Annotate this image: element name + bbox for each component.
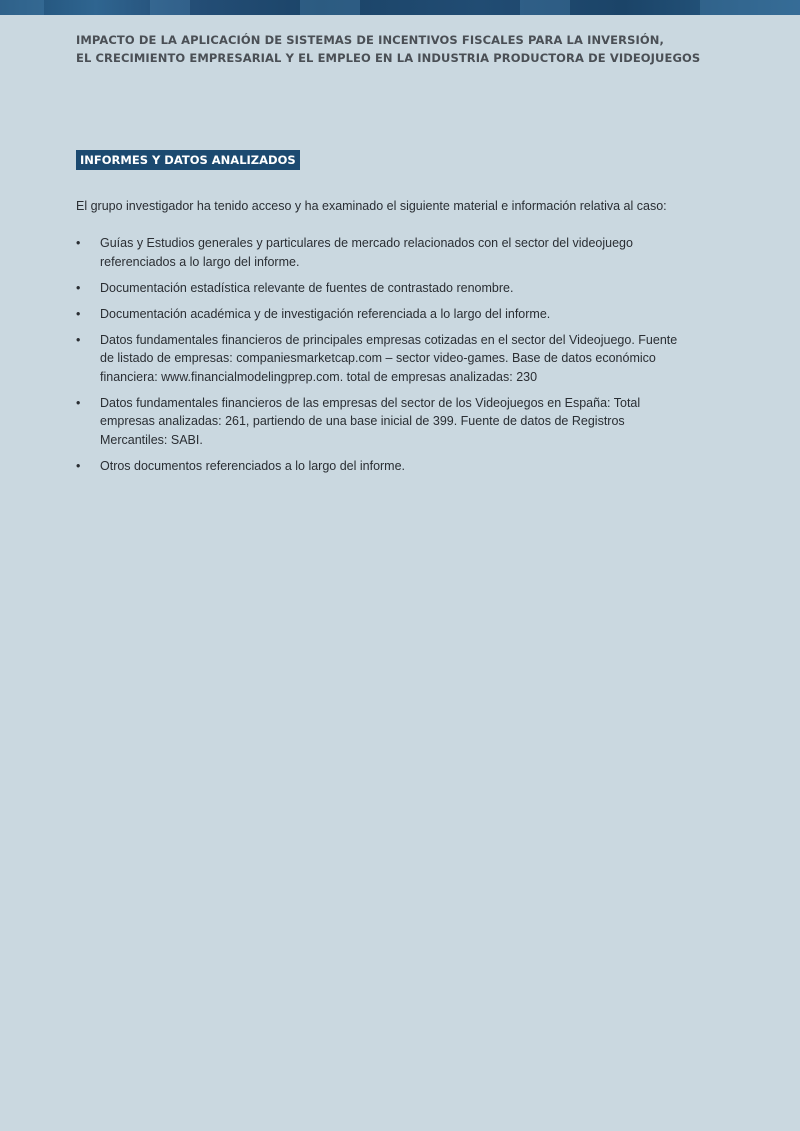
bullet-icon: • — [76, 280, 81, 295]
list-item-text: Datos fundamentales financieros de las empresas del sector de los Videojuegos en España: Total empresas analizadas: 261, partiendo de una base inicial de 399. Fuente de datos de Registros Mercantiles: SABI. — [100, 395, 641, 447]
bullet-icon: • — [76, 236, 81, 250]
bullet-icon: • — [76, 332, 81, 347]
list-item — [76, 331, 691, 387]
list-item — [76, 394, 691, 450]
list-item-text: Otros documentos referenciados a lo largo del informe. — [100, 458, 406, 473]
bullet-icon: • — [76, 306, 81, 321]
document-header-line-1: IMPACTO DE LA APLICACIÓN DE SISTEMAS DE INCENTIVOS FISCALES PARA LA INVERSIÓN, — [76, 33, 664, 47]
band-tile — [700, 0, 800, 15]
intro-paragraph: El grupo investigador ha tenido acceso y ha examinado el siguiente material e información relativa al caso: — [76, 199, 667, 213]
band-tile — [0, 0, 44, 15]
materials-list — [76, 234, 691, 483]
band-tile — [520, 0, 570, 15]
list-item-text: Documentación estadística relevante de fuentes de contrastado renombre. — [100, 280, 514, 295]
list-item — [76, 279, 691, 298]
band-tile — [150, 0, 190, 15]
list-item — [76, 305, 691, 324]
list-item-text: Guías y Estudios generales y particulares de mercado relacionados con el sector del videojuego referenciados a lo largo del informe. — [100, 236, 633, 269]
band-tile — [300, 0, 360, 15]
list-item — [76, 234, 691, 271]
bullet-icon: • — [76, 395, 81, 410]
list-item-text: Datos fundamentales financieros de principales empresas cotizadas en el sector del Videojuego. Fuente de listado de empresas: companiesmarketcap.com – sector video-games. Base de datos económico financiera: www.financialmodelingprep.com. total de empresas analizadas: 230 — [100, 332, 678, 384]
section-title: INFORMES Y DATOS ANALIZADOS — [76, 150, 300, 170]
document-header — [76, 31, 716, 67]
list-item-text: Documentación académica y de investigación referenciada a lo largo del informe. — [100, 306, 551, 321]
list-item — [76, 457, 691, 476]
top-decorative-band — [0, 0, 800, 15]
document-header-line-2: EL CRECIMIENTO EMPRESARIAL Y EL EMPLEO EN LA INDUSTRIA PRODUCTORA DE VIDEOJUEGOS — [76, 51, 701, 65]
bullet-icon: • — [76, 458, 81, 473]
